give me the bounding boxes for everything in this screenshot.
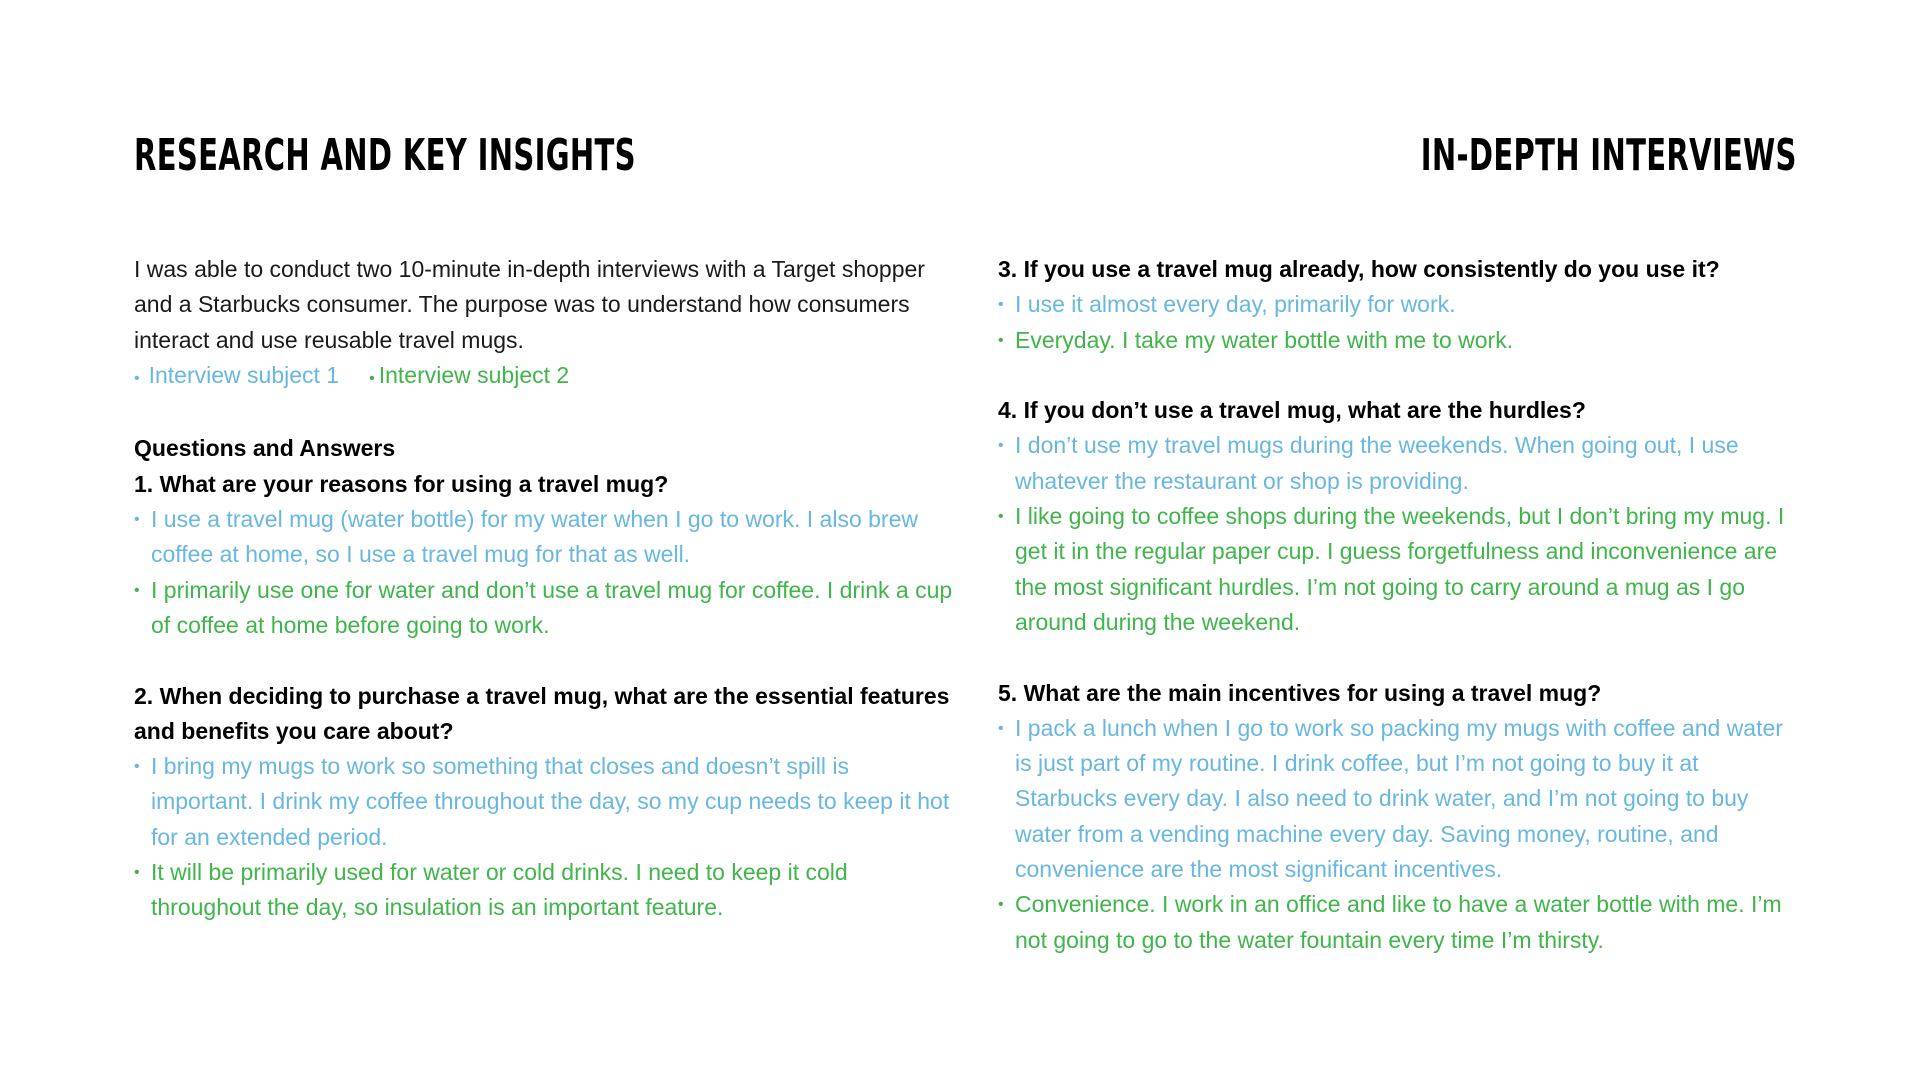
answer-text: Everyday. I take my water bottle with me to work. — [1015, 326, 1514, 353]
answer-list-3 — [998, 287, 1798, 358]
bullet-icon: • — [134, 511, 140, 529]
left-column — [134, 252, 954, 926]
answer-subject-1 — [134, 749, 954, 855]
bullet-icon: • — [134, 369, 140, 387]
page-title: RESEARCH AND KEY INSIGHTS — [134, 130, 636, 181]
answer-text: I pack a lunch when I go to work so packing my mugs with coffee and water is just part of my routine. I drink coffee, but I’m not going to buy it at Starbucks every day. I also need to drink water, and I’m not going to buy water from a vending machine every day. Saving money, routine, and convenience are the most significant incentives. — [1015, 714, 1783, 883]
legend-subject-1 — [134, 358, 339, 396]
legend-subject-2 — [369, 358, 569, 396]
answer-subject-2 — [998, 499, 1798, 640]
answer-subject-1 — [998, 428, 1798, 499]
intro-paragraph: I was able to conduct two 10-minute in-depth interviews with a Target shopper and a Starbucks consumer. The purpose was to understand how consumers interact and use reusable travel mugs. — [134, 256, 925, 353]
question-2: 2. When deciding to purchase a travel mug, what are the essential features and benefits you care about? — [134, 682, 950, 744]
bullet-icon: • — [998, 508, 1004, 526]
question-block-1 — [134, 467, 954, 643]
legend-subject-2-label: Interview subject 2 — [378, 361, 570, 388]
question-1: 1. What are your reasons for using a travel mug? — [134, 470, 669, 497]
bullet-icon: • — [369, 369, 375, 387]
answer-list-2 — [134, 749, 954, 925]
answer-list-5 — [998, 711, 1798, 958]
bullet-icon: • — [998, 437, 1004, 455]
answer-subject-2 — [998, 887, 1798, 958]
answer-text: I use a travel mug (water bottle) for my water when I go to work. I also brew coffee at home, so I use a travel mug for that as well. — [151, 506, 918, 568]
answer-list-1 — [134, 502, 954, 643]
bullet-icon: • — [998, 331, 1004, 349]
right-column — [998, 252, 1798, 958]
section-title-interviews: IN-DEPTH INTERVIEWS — [1420, 130, 1797, 181]
question-block-4 — [998, 393, 1798, 640]
answer-list-4 — [998, 428, 1798, 640]
answer-subject-1 — [998, 287, 1798, 322]
answer-text: I like going to coffee shops during the weekends, but I don’t bring my mug. I get it in the regular paper cup. I guess forgetfulness and inconvenience are the most significant hurdles. I’m not going to carry around a mug as I go around during the weekend. — [1015, 503, 1785, 635]
question-3: 3. If you use a travel mug already, how consistently do you use it? — [998, 256, 1720, 282]
answer-text: I primarily use one for water and don’t use a travel mug for coffee. I drink a cup of coffee at home before going to work. — [151, 576, 953, 638]
qa-title: Questions and Answers — [134, 435, 396, 462]
answer-subject-1 — [998, 711, 1798, 887]
legend-subject-1-label: Interview subject 1 — [148, 361, 340, 388]
answer-text: I use it almost every day, primarily for work. — [1015, 291, 1456, 318]
question-block-5 — [998, 676, 1798, 958]
bullet-icon: • — [134, 758, 140, 776]
answer-subject-2 — [998, 323, 1798, 358]
question-block-3 — [998, 252, 1798, 358]
question-block-2 — [134, 679, 954, 926]
answer-text: It will be primarily used for water or cold drinks. I need to keep it cold throughout the day, so insulation is an important feature. — [151, 859, 848, 921]
answer-subject-2 — [134, 573, 954, 644]
answer-text: I don’t use my travel mugs during the weekends. When going out, I use whatever the restaurant or shop is providing. — [1015, 432, 1739, 494]
answer-subject-2 — [134, 855, 954, 926]
question-4: 4. If you don’t use a travel mug, what are the hurdles? — [998, 397, 1586, 424]
bullet-icon: • — [998, 896, 1004, 914]
question-5: 5. What are the main incentives for using a travel mug? — [998, 679, 1602, 706]
answer-text: Convenience. I work in an office and like to have a water bottle with me. I’m not going to go to the water fountain every time I’m thirsty. — [1015, 891, 1782, 953]
bullet-icon: • — [134, 864, 140, 882]
bullet-icon: • — [134, 581, 140, 599]
answer-text: I bring my mugs to work so something that closes and doesn’t spill is important. I drink my coffee throughout the day, so my cup needs to keep it hot for an extended period. — [151, 753, 950, 850]
bullet-icon: • — [998, 719, 1004, 737]
answer-subject-1 — [134, 502, 954, 573]
subject-legend — [134, 358, 954, 396]
bullet-icon: • — [998, 296, 1004, 314]
